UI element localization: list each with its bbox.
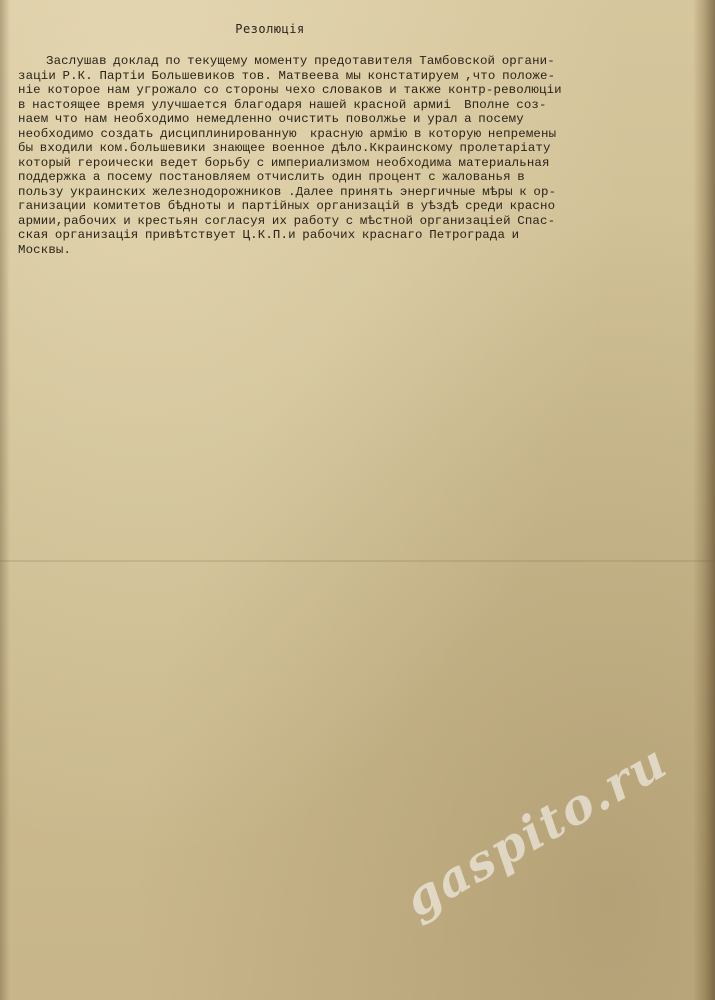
body-line-1: Заслушав доклад по текущему моменту предотавителя Тамбовской органи- (46, 54, 555, 68)
body-line-9: поддержка а посему постановляем отчислить один процент с жалованья в (18, 170, 525, 184)
document-title: Резолюція (235, 22, 305, 36)
resolution-body (18, 54, 690, 257)
body-line-14: Москвы. (18, 242, 72, 257)
body-line-4: в настоящее время улучшается благодаря нашей красной армиі Вполне соз- (18, 97, 547, 112)
paper-edge-right (693, 0, 715, 1000)
body-line-13: ская организація привѣтствует Ц.К.П.и рабочих краснаго Петрограда и (18, 228, 520, 242)
paper-fold (0, 560, 715, 562)
paper-edge-left (0, 0, 10, 1000)
body-line-6: необходимо создать дисциплинированную красную армію в которую непремены (18, 126, 557, 141)
body-line-5: наем что нам необходимо немедленно очистить поволжье и урал а посему (18, 112, 524, 126)
body-line-12: армии,рабочих и крестьян согласуя их работу с мѣстной организаціей Спас- (18, 213, 556, 228)
body-line-2: заціи Р.К. Партіи Большевиков тов. Матвеева мы констатируем ,что положе- (18, 68, 556, 83)
body-line-8: который героически ведет борьбу с империализмом необходима материальная (18, 155, 550, 170)
body-line-11: ганизации комитетов бѣдноты и партійных организацій в уѣздѣ среди красно (18, 199, 556, 213)
watermark: gaspito.ru (395, 733, 678, 929)
body-line-3: ніе которое нам угрожало со стороны чехо словаков и также контр-революціи (18, 83, 562, 97)
body-line-10: пользу украинских железнодорожников .Далее принять энергичные мѣры к ор- (18, 184, 557, 199)
body-line-7: бы входили ком.большевики знающее военное дѣло.Ккраинскому пролетаріату (18, 141, 551, 155)
